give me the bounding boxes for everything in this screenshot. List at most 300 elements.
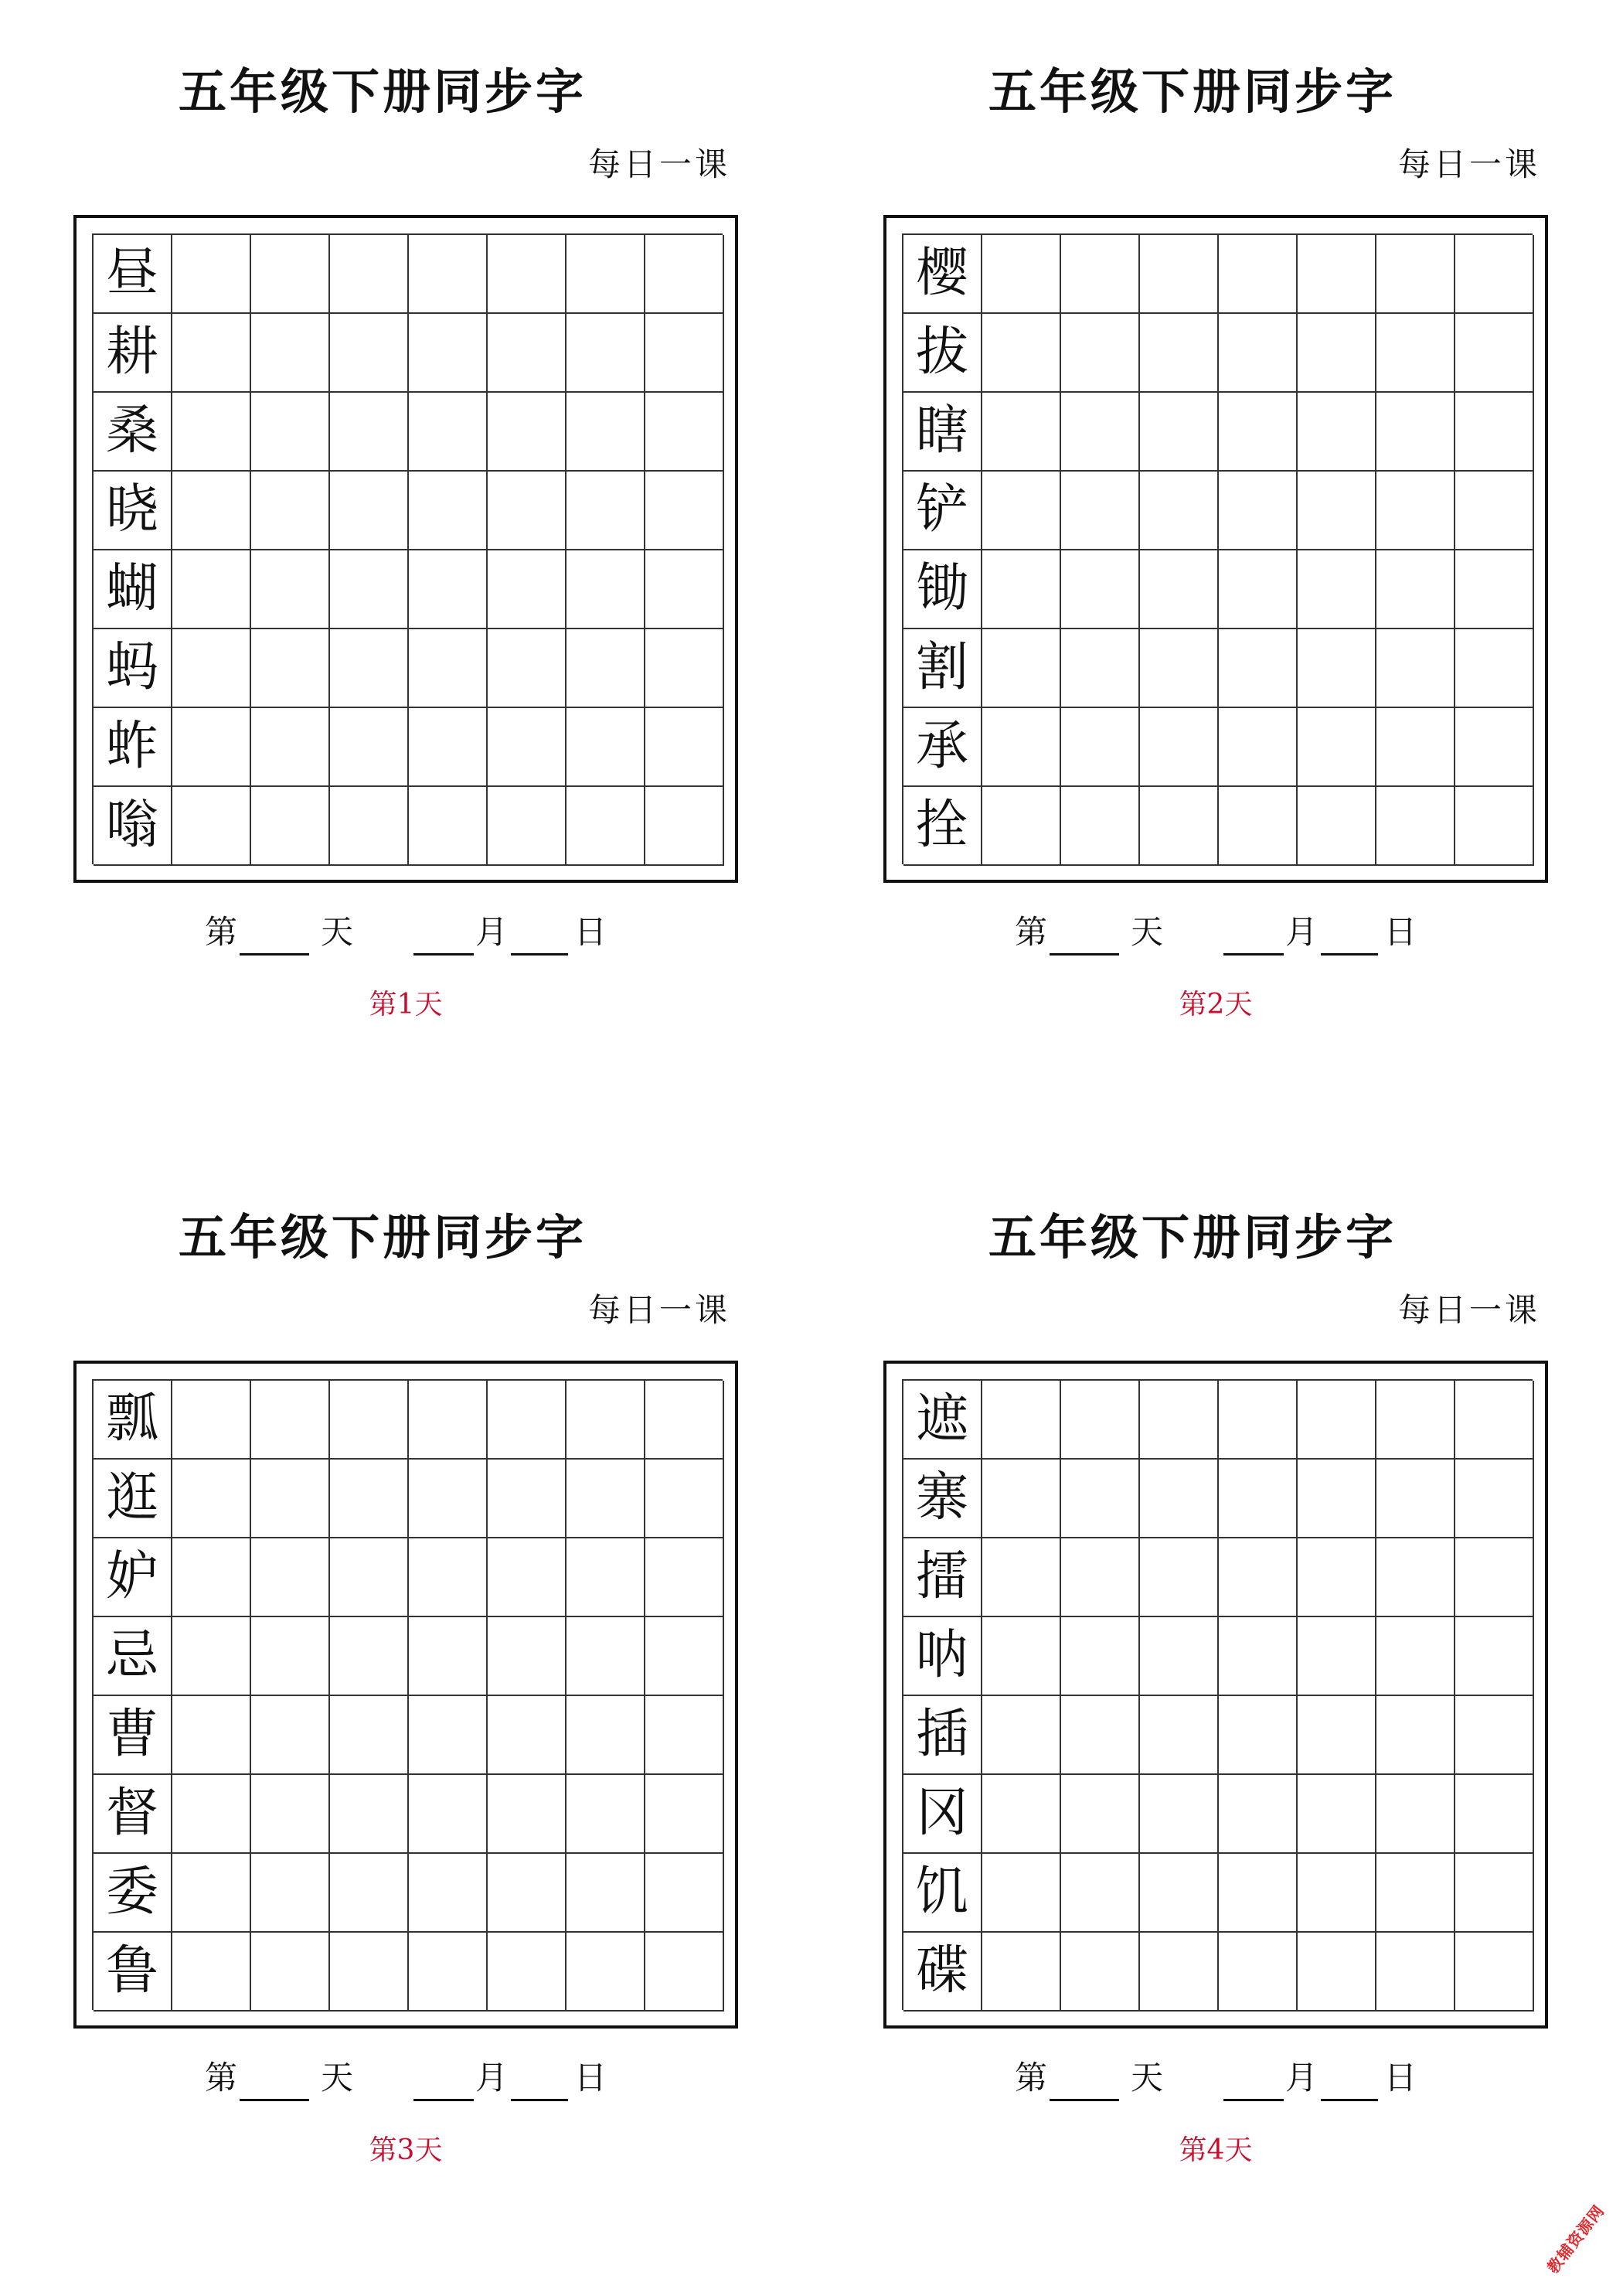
practice-cell[interactable] bbox=[1140, 550, 1219, 629]
day-label: 第4天 bbox=[1179, 2134, 1253, 2166]
practice-cell[interactable] bbox=[1298, 314, 1376, 393]
practice-cell[interactable] bbox=[1061, 629, 1140, 708]
practice-cell[interactable] bbox=[251, 1933, 330, 2012]
practice-cell[interactable] bbox=[982, 393, 1061, 472]
practice-cell[interactable] bbox=[1298, 708, 1376, 787]
practice-cell[interactable] bbox=[409, 629, 488, 708]
model-character-cell: 蚂 bbox=[94, 629, 172, 708]
practice-cell[interactable] bbox=[982, 550, 1061, 629]
practice-cell[interactable] bbox=[1061, 1854, 1140, 1933]
practice-cell[interactable] bbox=[1140, 1933, 1219, 2012]
practice-cell[interactable] bbox=[1140, 1538, 1219, 1617]
practice-cell[interactable] bbox=[1455, 1933, 1534, 2012]
date-tian: 天 bbox=[1131, 2059, 1164, 2097]
sheet-title: 五年级下册同步字 bbox=[988, 1209, 1397, 1266]
practice-cell[interactable] bbox=[1219, 393, 1298, 472]
practice-cell[interactable] bbox=[1140, 1460, 1219, 1538]
practice-cell[interactable] bbox=[251, 787, 330, 866]
practice-cell[interactable] bbox=[1140, 393, 1219, 472]
model-character-cell: 寨 bbox=[903, 1460, 982, 1538]
practice-cell[interactable] bbox=[1455, 235, 1534, 314]
practice-cell[interactable] bbox=[1298, 1696, 1376, 1775]
practice-cell[interactable] bbox=[1219, 1617, 1298, 1696]
date-di: 第 bbox=[1015, 913, 1048, 951]
date-yue: 月 bbox=[475, 913, 509, 951]
practice-cell[interactable] bbox=[1061, 393, 1140, 472]
practice-cell[interactable] bbox=[172, 550, 251, 629]
practice-cell[interactable] bbox=[1061, 1381, 1140, 1460]
practice-cell[interactable] bbox=[409, 1775, 488, 1854]
model-character-cell: 饥 bbox=[903, 1854, 982, 1933]
practice-cell[interactable] bbox=[1219, 472, 1298, 550]
practice-cell[interactable] bbox=[645, 393, 724, 472]
practice-cell[interactable] bbox=[1140, 629, 1219, 708]
practice-cell[interactable] bbox=[1455, 314, 1534, 393]
date-yue: 月 bbox=[475, 2059, 509, 2097]
practice-cell[interactable] bbox=[1455, 1538, 1534, 1617]
practice-cell[interactable] bbox=[251, 1775, 330, 1854]
month-blank[interactable] bbox=[413, 953, 474, 956]
month-blank[interactable] bbox=[413, 2099, 474, 2101]
practice-grid bbox=[902, 233, 1533, 864]
practice-cell[interactable] bbox=[982, 1460, 1061, 1538]
practice-cell[interactable] bbox=[251, 314, 330, 393]
practice-cell[interactable] bbox=[1376, 550, 1455, 629]
practice-cell[interactable] bbox=[1376, 1538, 1455, 1617]
worksheet-day-1 bbox=[73, 0, 769, 1020]
practice-cell[interactable] bbox=[251, 1854, 330, 1933]
practice-cell[interactable] bbox=[409, 1460, 488, 1538]
practice-cell[interactable] bbox=[1140, 1381, 1219, 1460]
date-tian: 天 bbox=[1131, 913, 1164, 951]
practice-cell[interactable] bbox=[645, 708, 724, 787]
practice-cell[interactable] bbox=[645, 1933, 724, 2012]
practice-cell[interactable] bbox=[251, 550, 330, 629]
sheet-subtitle: 每日一课 bbox=[1397, 1291, 1540, 1329]
practice-cell[interactable] bbox=[330, 235, 409, 314]
practice-cell[interactable] bbox=[645, 1381, 724, 1460]
practice-cell[interactable] bbox=[1376, 1854, 1455, 1933]
model-character-cell: 遮 bbox=[903, 1381, 982, 1460]
date-ri: 日 bbox=[574, 913, 607, 951]
practice-cell[interactable] bbox=[567, 708, 645, 787]
date-ri: 日 bbox=[1384, 913, 1417, 951]
model-character-cell: 嗡 bbox=[94, 787, 172, 866]
sheet-title: 五年级下册同步字 bbox=[988, 63, 1397, 120]
practice-cell[interactable] bbox=[251, 708, 330, 787]
date-tian: 天 bbox=[321, 913, 354, 951]
date-blank[interactable] bbox=[1321, 953, 1378, 956]
practice-cell[interactable] bbox=[1061, 235, 1140, 314]
practice-cell[interactable] bbox=[982, 1538, 1061, 1617]
practice-cell[interactable] bbox=[172, 1696, 251, 1775]
model-character-cell: 晓 bbox=[94, 472, 172, 550]
practice-cell[interactable] bbox=[488, 550, 567, 629]
practice-cell[interactable] bbox=[409, 1538, 488, 1617]
practice-cell[interactable] bbox=[1298, 1933, 1376, 2012]
model-character-cell: 鲁 bbox=[94, 1933, 172, 2012]
practice-cell[interactable] bbox=[1455, 708, 1534, 787]
model-character-cell: 拴 bbox=[903, 787, 982, 866]
practice-cell[interactable] bbox=[645, 1696, 724, 1775]
practice-cell[interactable] bbox=[409, 472, 488, 550]
practice-cell[interactable] bbox=[982, 1696, 1061, 1775]
practice-cell[interactable] bbox=[645, 1854, 724, 1933]
practice-cell[interactable] bbox=[172, 629, 251, 708]
practice-cell[interactable] bbox=[1376, 1933, 1455, 2012]
practice-cell[interactable] bbox=[488, 629, 567, 708]
practice-cell[interactable] bbox=[330, 1933, 409, 2012]
practice-grid bbox=[92, 233, 723, 864]
practice-cell[interactable] bbox=[1376, 787, 1455, 866]
date-blank[interactable] bbox=[511, 2099, 568, 2101]
practice-grid-frame bbox=[883, 1361, 1548, 2029]
practice-cell[interactable] bbox=[409, 1696, 488, 1775]
practice-cell[interactable] bbox=[567, 393, 645, 472]
practice-cell[interactable] bbox=[251, 235, 330, 314]
day-number-blank[interactable] bbox=[1050, 2099, 1119, 2101]
practice-cell[interactable] bbox=[982, 314, 1061, 393]
practice-cell[interactable] bbox=[567, 1460, 645, 1538]
practice-cell[interactable] bbox=[330, 1381, 409, 1460]
day-number-blank[interactable] bbox=[240, 2099, 309, 2101]
practice-cell[interactable] bbox=[488, 1854, 567, 1933]
practice-cell[interactable] bbox=[982, 1381, 1061, 1460]
practice-cell[interactable] bbox=[1140, 235, 1219, 314]
practice-cell[interactable] bbox=[982, 472, 1061, 550]
practice-cell[interactable] bbox=[1455, 1696, 1534, 1775]
practice-cell[interactable] bbox=[409, 1933, 488, 2012]
date-di: 第 bbox=[205, 913, 238, 951]
practice-cell[interactable] bbox=[1376, 472, 1455, 550]
practice-cell[interactable] bbox=[488, 1381, 567, 1460]
practice-cell[interactable] bbox=[1298, 629, 1376, 708]
practice-cell[interactable] bbox=[567, 1933, 645, 2012]
practice-cell[interactable] bbox=[645, 629, 724, 708]
practice-cell[interactable] bbox=[330, 393, 409, 472]
practice-cell[interactable] bbox=[1376, 1617, 1455, 1696]
practice-cell[interactable] bbox=[1140, 472, 1219, 550]
practice-grid-frame bbox=[73, 1361, 738, 2029]
practice-cell[interactable] bbox=[1219, 314, 1298, 393]
practice-cell[interactable] bbox=[1219, 550, 1298, 629]
practice-cell[interactable] bbox=[409, 314, 488, 393]
practice-cell[interactable] bbox=[1455, 787, 1534, 866]
practice-cell[interactable] bbox=[1061, 1617, 1140, 1696]
practice-cell[interactable] bbox=[567, 314, 645, 393]
practice-cell[interactable] bbox=[172, 1775, 251, 1854]
sheet-title: 五年级下册同步字 bbox=[178, 1209, 587, 1266]
practice-cell[interactable] bbox=[409, 708, 488, 787]
model-character-cell: 蝴 bbox=[94, 550, 172, 629]
practice-cell[interactable] bbox=[1219, 235, 1298, 314]
practice-cell[interactable] bbox=[1376, 1381, 1455, 1460]
practice-cell[interactable] bbox=[1219, 1696, 1298, 1775]
practice-cell[interactable] bbox=[172, 472, 251, 550]
practice-cell[interactable] bbox=[567, 550, 645, 629]
practice-cell[interactable] bbox=[567, 235, 645, 314]
practice-cell[interactable] bbox=[330, 1617, 409, 1696]
model-character-cell: 割 bbox=[903, 629, 982, 708]
practice-cell[interactable] bbox=[409, 1381, 488, 1460]
practice-cell[interactable] bbox=[1455, 1775, 1534, 1854]
practice-cell[interactable] bbox=[567, 1617, 645, 1696]
month-blank[interactable] bbox=[1223, 953, 1284, 956]
practice-cell[interactable] bbox=[330, 629, 409, 708]
practice-cell[interactable] bbox=[1061, 1933, 1140, 2012]
practice-cell[interactable] bbox=[251, 1460, 330, 1538]
practice-cell[interactable] bbox=[488, 393, 567, 472]
practice-cell[interactable] bbox=[1061, 1696, 1140, 1775]
practice-cell[interactable] bbox=[1376, 393, 1455, 472]
practice-cell[interactable] bbox=[1140, 1775, 1219, 1854]
practice-cell[interactable] bbox=[1455, 1617, 1534, 1696]
practice-cell[interactable] bbox=[172, 1933, 251, 2012]
model-character-cell: 锄 bbox=[903, 550, 982, 629]
practice-cell[interactable] bbox=[488, 1775, 567, 1854]
practice-cell[interactable] bbox=[567, 1696, 645, 1775]
practice-cell[interactable] bbox=[1298, 1460, 1376, 1538]
practice-cell[interactable] bbox=[982, 235, 1061, 314]
practice-cell[interactable] bbox=[409, 1617, 488, 1696]
practice-cell[interactable] bbox=[982, 1617, 1061, 1696]
practice-cell[interactable] bbox=[1140, 314, 1219, 393]
day-label: 第1天 bbox=[369, 989, 443, 1020]
date-yue: 月 bbox=[1285, 2059, 1318, 2097]
practice-cell[interactable] bbox=[330, 1854, 409, 1933]
day-number-blank[interactable] bbox=[1050, 953, 1119, 956]
practice-cell[interactable] bbox=[488, 314, 567, 393]
practice-cell[interactable] bbox=[1140, 1696, 1219, 1775]
practice-cell[interactable] bbox=[567, 1775, 645, 1854]
practice-cell[interactable] bbox=[1061, 787, 1140, 866]
practice-cell[interactable] bbox=[1219, 1538, 1298, 1617]
practice-cell[interactable] bbox=[409, 393, 488, 472]
date-blank[interactable] bbox=[511, 953, 568, 956]
worksheet-day-2 bbox=[883, 0, 1579, 1020]
practice-cell[interactable] bbox=[1140, 787, 1219, 866]
practice-grid bbox=[902, 1379, 1533, 2010]
practice-cell[interactable] bbox=[1298, 787, 1376, 866]
practice-cell[interactable] bbox=[330, 1538, 409, 1617]
practice-cell[interactable] bbox=[172, 787, 251, 866]
practice-cell[interactable] bbox=[172, 1460, 251, 1538]
practice-cell[interactable] bbox=[330, 708, 409, 787]
practice-cell[interactable] bbox=[1061, 1775, 1140, 1854]
model-character-cell: 铲 bbox=[903, 472, 982, 550]
model-character-cell: 呐 bbox=[903, 1617, 982, 1696]
practice-cell[interactable] bbox=[1298, 1854, 1376, 1933]
practice-cell[interactable] bbox=[1061, 1538, 1140, 1617]
practice-cell[interactable] bbox=[251, 393, 330, 472]
practice-cell[interactable] bbox=[1298, 1381, 1376, 1460]
model-character-cell: 蚱 bbox=[94, 708, 172, 787]
practice-cell[interactable] bbox=[982, 629, 1061, 708]
practice-cell[interactable] bbox=[645, 314, 724, 393]
practice-cell[interactable] bbox=[1376, 708, 1455, 787]
practice-cell[interactable] bbox=[251, 629, 330, 708]
practice-cell[interactable] bbox=[645, 1460, 724, 1538]
sheet-subtitle: 每日一课 bbox=[1397, 145, 1540, 183]
practice-cell[interactable] bbox=[982, 1854, 1061, 1933]
model-character-cell: 委 bbox=[94, 1854, 172, 1933]
practice-grid bbox=[92, 1379, 723, 2010]
practice-cell[interactable] bbox=[172, 314, 251, 393]
practice-cell[interactable] bbox=[1219, 787, 1298, 866]
practice-cell[interactable] bbox=[172, 708, 251, 787]
practice-cell[interactable] bbox=[488, 1460, 567, 1538]
practice-cell[interactable] bbox=[1376, 1460, 1455, 1538]
practice-cell[interactable] bbox=[645, 1617, 724, 1696]
practice-cell[interactable] bbox=[251, 1696, 330, 1775]
practice-cell[interactable] bbox=[1219, 629, 1298, 708]
worksheet-day-3 bbox=[73, 1146, 769, 2166]
practice-cell[interactable] bbox=[330, 1775, 409, 1854]
practice-cell[interactable] bbox=[1298, 393, 1376, 472]
practice-cell[interactable] bbox=[1061, 1460, 1140, 1538]
practice-cell[interactable] bbox=[330, 1460, 409, 1538]
practice-cell[interactable] bbox=[172, 1854, 251, 1933]
practice-cell[interactable] bbox=[567, 1381, 645, 1460]
practice-cell[interactable] bbox=[330, 314, 409, 393]
practice-cell[interactable] bbox=[172, 235, 251, 314]
practice-cell[interactable] bbox=[1061, 550, 1140, 629]
practice-cell[interactable] bbox=[488, 235, 567, 314]
practice-cell[interactable] bbox=[1140, 1854, 1219, 1933]
model-character-cell: 瓢 bbox=[94, 1381, 172, 1460]
model-character-cell: 擂 bbox=[903, 1538, 982, 1617]
date-ri: 日 bbox=[1384, 2059, 1417, 2097]
model-character-cell: 忌 bbox=[94, 1617, 172, 1696]
practice-cell[interactable] bbox=[982, 708, 1061, 787]
practice-cell[interactable] bbox=[251, 1617, 330, 1696]
practice-grid-frame bbox=[883, 215, 1548, 883]
practice-cell[interactable] bbox=[1298, 550, 1376, 629]
practice-cell[interactable] bbox=[1219, 1933, 1298, 2012]
practice-cell[interactable] bbox=[1455, 550, 1534, 629]
practice-cell[interactable] bbox=[645, 1775, 724, 1854]
practice-cell[interactable] bbox=[1219, 1460, 1298, 1538]
model-character-cell: 瞎 bbox=[903, 393, 982, 472]
practice-cell[interactable] bbox=[488, 708, 567, 787]
practice-cell[interactable] bbox=[1298, 472, 1376, 550]
practice-cell[interactable] bbox=[1298, 1617, 1376, 1696]
practice-cell[interactable] bbox=[330, 787, 409, 866]
practice-cell[interactable] bbox=[1455, 472, 1534, 550]
practice-cell[interactable] bbox=[1298, 235, 1376, 314]
practice-cell[interactable] bbox=[1061, 314, 1140, 393]
day-label: 第2天 bbox=[1179, 989, 1253, 1020]
practice-cell[interactable] bbox=[1455, 629, 1534, 708]
practice-cell[interactable] bbox=[567, 629, 645, 708]
practice-cell[interactable] bbox=[1219, 1775, 1298, 1854]
practice-cell[interactable] bbox=[1376, 1696, 1455, 1775]
practice-cell[interactable] bbox=[488, 1696, 567, 1775]
date-di: 第 bbox=[1015, 2059, 1048, 2097]
practice-cell[interactable] bbox=[1376, 629, 1455, 708]
model-character-cell: 拔 bbox=[903, 314, 982, 393]
practice-cell[interactable] bbox=[172, 393, 251, 472]
practice-cell[interactable] bbox=[409, 550, 488, 629]
practice-cell[interactable] bbox=[1376, 235, 1455, 314]
sheet-subtitle: 每日一课 bbox=[587, 145, 730, 183]
month-blank[interactable] bbox=[1223, 2099, 1284, 2101]
practice-cell[interactable] bbox=[409, 787, 488, 866]
model-character-cell: 冈 bbox=[903, 1775, 982, 1854]
practice-cell[interactable] bbox=[488, 472, 567, 550]
date-di: 第 bbox=[205, 2059, 238, 2097]
practice-cell[interactable] bbox=[330, 1696, 409, 1775]
practice-cell[interactable] bbox=[1455, 393, 1534, 472]
model-character-cell: 耕 bbox=[94, 314, 172, 393]
practice-cell[interactable] bbox=[488, 787, 567, 866]
practice-cell[interactable] bbox=[1061, 708, 1140, 787]
practice-cell[interactable] bbox=[1298, 1538, 1376, 1617]
practice-cell[interactable] bbox=[645, 1538, 724, 1617]
model-character-cell: 逛 bbox=[94, 1460, 172, 1538]
date-tian: 天 bbox=[321, 2059, 354, 2097]
practice-cell[interactable] bbox=[409, 1854, 488, 1933]
practice-cell[interactable] bbox=[645, 550, 724, 629]
practice-cell[interactable] bbox=[645, 235, 724, 314]
day-number-blank[interactable] bbox=[240, 953, 309, 956]
model-character-cell: 樱 bbox=[903, 235, 982, 314]
practice-cell[interactable] bbox=[488, 1933, 567, 2012]
practice-cell[interactable] bbox=[1376, 1775, 1455, 1854]
practice-cell[interactable] bbox=[409, 235, 488, 314]
practice-cell[interactable] bbox=[251, 1538, 330, 1617]
practice-cell[interactable] bbox=[251, 472, 330, 550]
practice-cell[interactable] bbox=[645, 472, 724, 550]
practice-cell[interactable] bbox=[1061, 472, 1140, 550]
practice-cell[interactable] bbox=[1455, 1854, 1534, 1933]
practice-cell[interactable] bbox=[1376, 314, 1455, 393]
practice-cell[interactable] bbox=[1455, 1381, 1534, 1460]
practice-cell[interactable] bbox=[172, 1381, 251, 1460]
practice-cell[interactable] bbox=[1219, 1854, 1298, 1933]
practice-cell[interactable] bbox=[1140, 1617, 1219, 1696]
practice-cell[interactable] bbox=[172, 1538, 251, 1617]
practice-cell[interactable] bbox=[1455, 1460, 1534, 1538]
date-yue: 月 bbox=[1285, 913, 1318, 951]
practice-cell[interactable] bbox=[330, 550, 409, 629]
model-character-cell: 承 bbox=[903, 708, 982, 787]
practice-cell[interactable] bbox=[172, 1617, 251, 1696]
sheet-subtitle: 每日一课 bbox=[587, 1291, 730, 1329]
practice-cell[interactable] bbox=[645, 787, 724, 866]
model-character-cell: 桑 bbox=[94, 393, 172, 472]
model-character-cell: 碟 bbox=[903, 1933, 982, 2012]
practice-cell[interactable] bbox=[330, 472, 409, 550]
practice-cell[interactable] bbox=[567, 1854, 645, 1933]
practice-cell[interactable] bbox=[1219, 708, 1298, 787]
day-label: 第3天 bbox=[369, 2134, 443, 2166]
practice-cell[interactable] bbox=[1140, 708, 1219, 787]
practice-cell[interactable] bbox=[567, 472, 645, 550]
practice-cell[interactable] bbox=[982, 787, 1061, 866]
practice-cell[interactable] bbox=[567, 787, 645, 866]
practice-cell[interactable] bbox=[488, 1617, 567, 1696]
practice-cell[interactable] bbox=[488, 1538, 567, 1617]
practice-cell[interactable] bbox=[1298, 1775, 1376, 1854]
model-character-cell: 昼 bbox=[94, 235, 172, 314]
practice-cell[interactable] bbox=[982, 1775, 1061, 1854]
date-blank[interactable] bbox=[1321, 2099, 1378, 2101]
practice-cell[interactable] bbox=[567, 1538, 645, 1617]
practice-cell[interactable] bbox=[982, 1933, 1061, 2012]
practice-cell[interactable] bbox=[1219, 1381, 1298, 1460]
practice-cell[interactable] bbox=[251, 1381, 330, 1460]
